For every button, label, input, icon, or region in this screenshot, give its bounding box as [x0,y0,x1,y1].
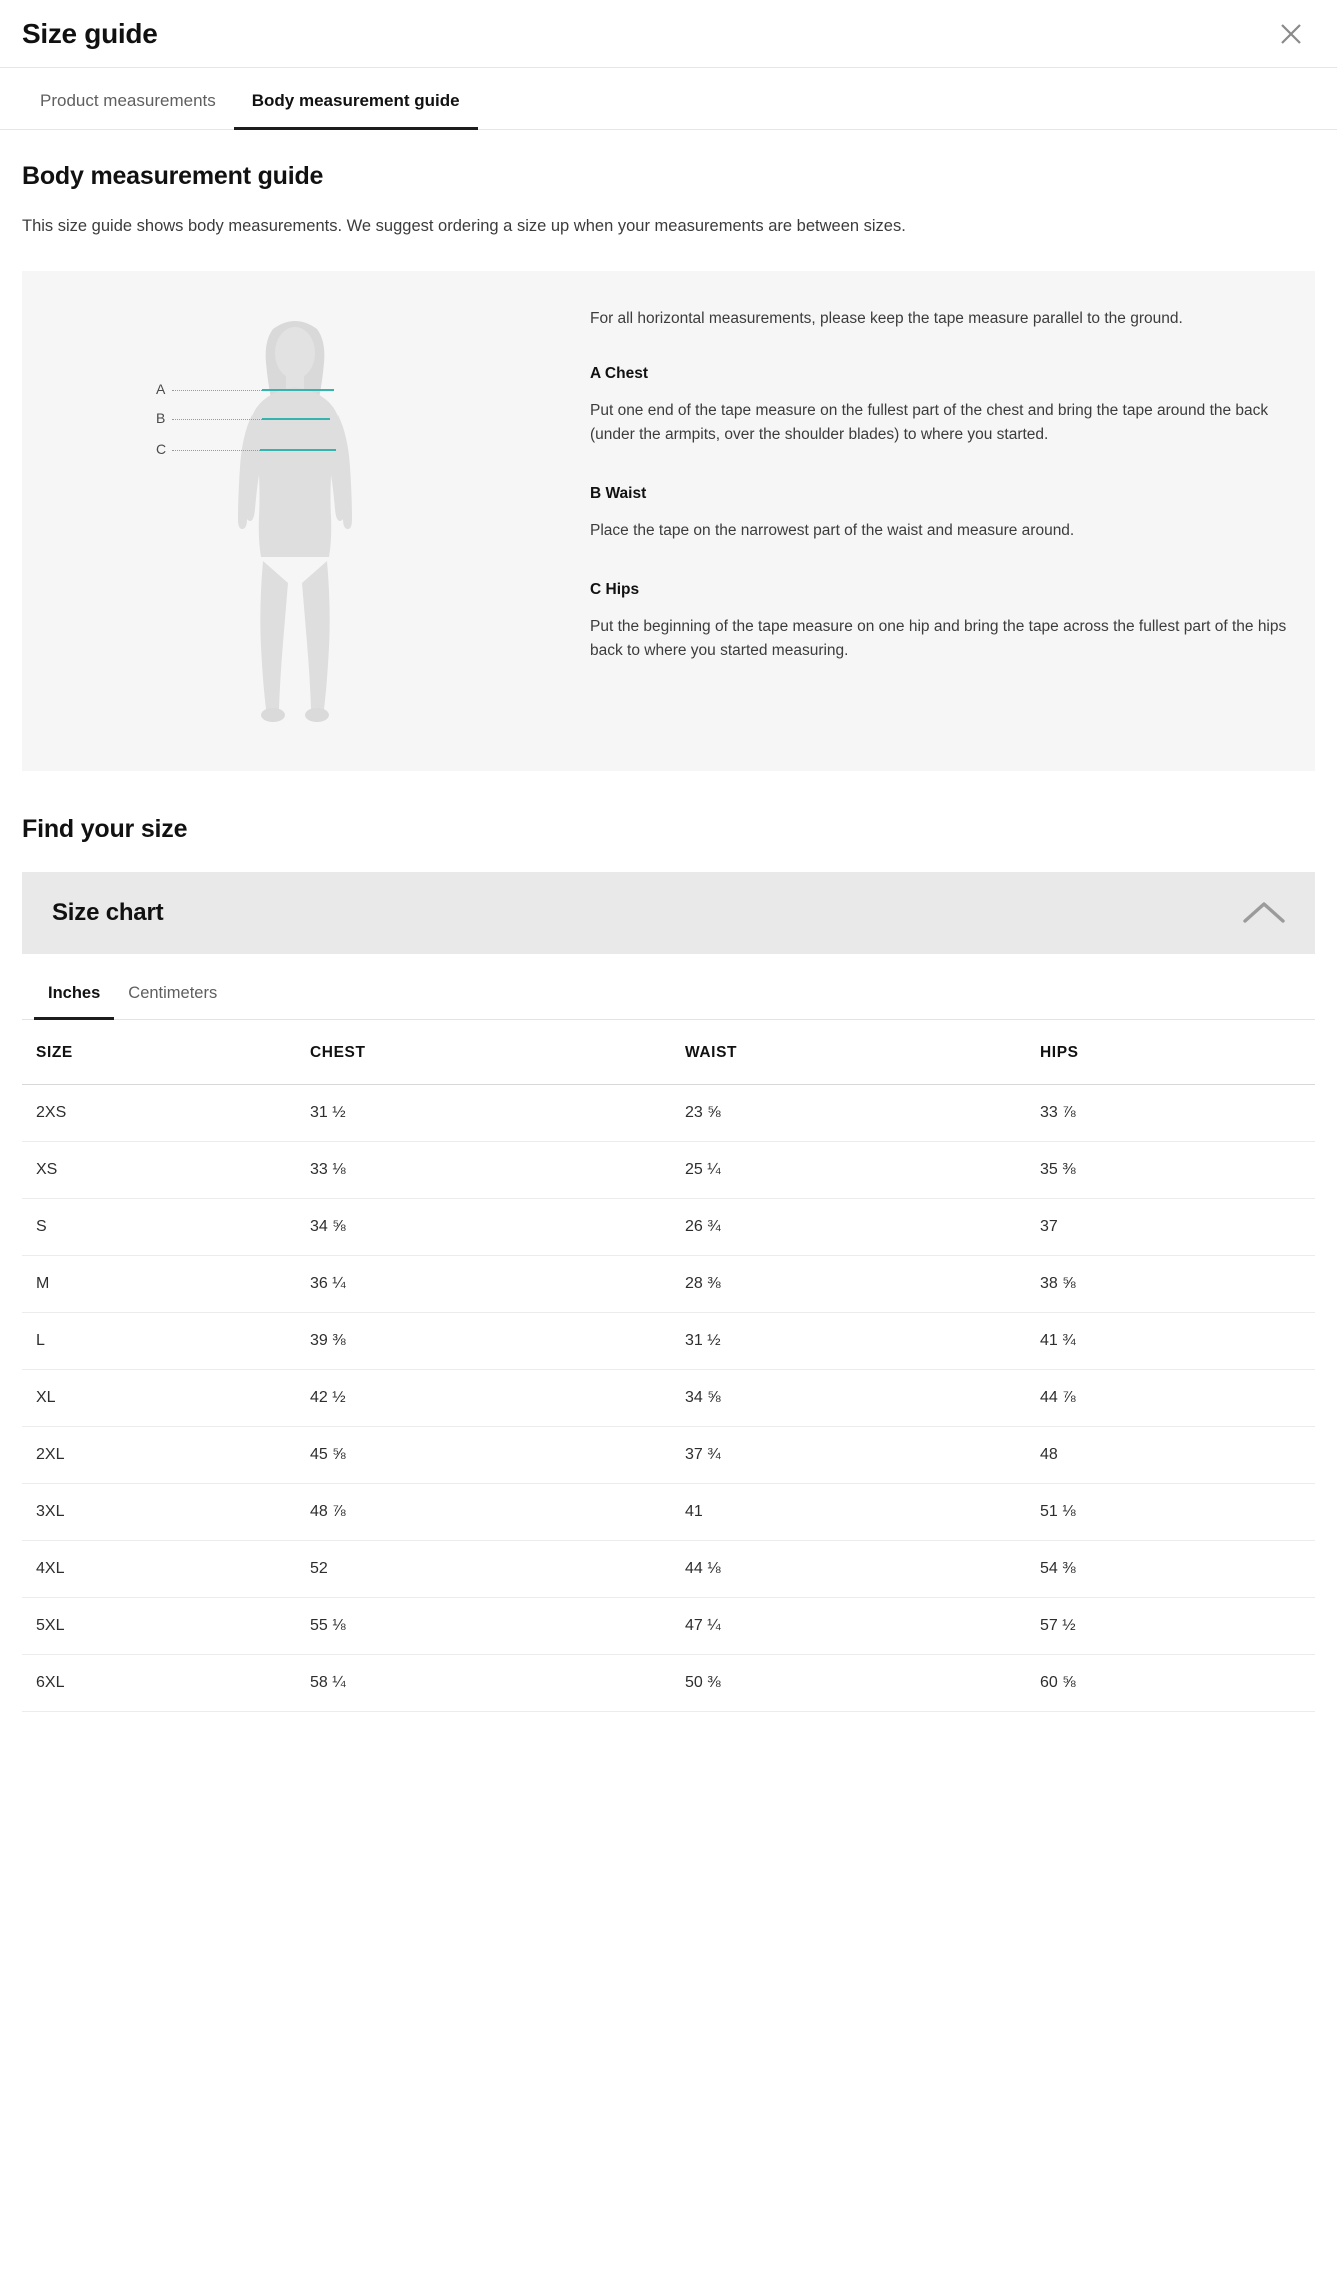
cell-measurement: 34 ⅝ [685,1369,1040,1426]
guide-item-body: Place the tape on the narrowest part of the waist and measure around. [590,521,1075,539]
cell-size: 5XL [22,1597,310,1654]
cell-size: XL [22,1369,310,1426]
section-description: This size guide shows body measurements. We suggest ordering a size up when your measurements are between sizes. [22,217,906,235]
table-row [22,1198,1315,1255]
cell-measurement: 41 ¾ [1040,1312,1315,1369]
cell-measurement: 39 ⅜ [310,1312,685,1369]
cell-size: M [22,1255,310,1312]
cell-measurement: 60 ⅝ [1040,1654,1315,1711]
figure-leader-a [172,390,264,391]
guide-intro-text: For all horizontal measurements, please keep the tape measure parallel to the ground. [590,309,1183,327]
cell-measurement: 48 ⅞ [310,1483,685,1540]
modal-header [0,0,1337,68]
cell-measurement: 45 ⅝ [310,1426,685,1483]
guide-item-heading: C Hips [590,580,640,598]
cell-measurement: 35 ⅜ [1040,1141,1315,1198]
cell-measurement: 42 ½ [310,1369,685,1426]
cell-measurement: 57 ½ [1040,1597,1315,1654]
table-row [22,1540,1315,1597]
guide-item-chest [590,365,1287,447]
unit-tabs [22,954,1315,1020]
column-header-chest: CHEST [310,1020,685,1085]
cell-size: L [22,1312,310,1369]
guide-item-hips [590,581,1287,663]
cell-measurement: 44 ⅞ [1040,1369,1315,1426]
guide-item-heading: A Chest [590,364,648,382]
cell-measurement: 38 ⅝ [1040,1255,1315,1312]
measurement-guide-panel [22,271,1315,771]
cell-measurement: 26 ¾ [685,1198,1040,1255]
size-chart-table [22,1020,1315,1712]
column-header-waist: WAIST [685,1020,1040,1085]
cell-measurement: 47 ¼ [685,1597,1040,1654]
cell-measurement: 41 [685,1483,1040,1540]
table-header-row [22,1020,1315,1085]
cell-measurement: 55 ⅛ [310,1597,685,1654]
cell-measurement: 31 ½ [685,1312,1040,1369]
tab-body-measurement-guide[interactable]: Body measurement guide [234,91,478,130]
cell-measurement: 25 ¼ [685,1141,1040,1198]
figure-label-b: B [156,409,166,426]
column-header-hips: HIPS [1040,1020,1315,1085]
cell-measurement: 23 ⅝ [685,1084,1040,1141]
cell-measurement: 31 ½ [310,1084,685,1141]
cell-size: 6XL [22,1654,310,1711]
size-chart-body [22,1084,1315,1711]
figure-leader-c [172,450,262,451]
table-row [22,1597,1315,1654]
cell-size: XS [22,1141,310,1198]
page-title: Size guide [22,17,158,49]
tab-centimeters[interactable]: Centimeters [128,983,218,1002]
waist-measure-line [262,418,330,420]
table-row [22,1084,1315,1141]
cell-measurement: 58 ¼ [310,1654,685,1711]
column-header-size: SIZE [22,1020,310,1085]
size-chart-title: Size chart [52,898,164,926]
cell-measurement: 50 ⅜ [685,1654,1040,1711]
figure-column [50,307,580,731]
guide-item-waist [590,485,1287,543]
figure-label-a: A [156,380,166,397]
tab-product-measurements[interactable]: Product measurements [40,91,216,110]
table-row [22,1426,1315,1483]
section-title: Body measurement guide [22,162,324,190]
cell-measurement: 36 ¼ [310,1255,685,1312]
cell-size: S [22,1198,310,1255]
cell-measurement: 51 ⅛ [1040,1483,1315,1540]
guide-item-body: Put the beginning of the tape measure on one hip and bring the tape across the fullest part of the hips back to where you started measuring. [590,617,1287,659]
table-row [22,1654,1315,1711]
cell-measurement: 37 [1040,1198,1315,1255]
table-row [22,1312,1315,1369]
cell-measurement: 37 ¾ [685,1426,1040,1483]
tab-inches[interactable]: Inches [34,984,114,1020]
cell-size: 2XS [22,1084,310,1141]
guide-content [0,162,1337,1712]
measurement-instructions [580,307,1287,731]
cell-measurement: 34 ⅝ [310,1198,685,1255]
hips-measure-line [260,449,336,451]
chest-measure-line [262,389,334,391]
body-figure [156,311,410,731]
table-row [22,1483,1315,1540]
cell-size: 2XL [22,1426,310,1483]
guide-tabs [0,68,1337,130]
cell-measurement: 33 ⅛ [310,1141,685,1198]
chevron-up-icon[interactable] [1241,898,1287,928]
close-button[interactable] [1271,14,1311,54]
cell-size: 4XL [22,1540,310,1597]
table-row [22,1255,1315,1312]
find-your-size-title: Find your size [22,814,188,843]
cell-measurement: 54 ⅜ [1040,1540,1315,1597]
cell-measurement: 44 ⅛ [685,1540,1040,1597]
cell-measurement: 33 ⅞ [1040,1084,1315,1141]
cell-measurement: 48 [1040,1426,1315,1483]
close-icon [1277,20,1305,48]
figure-label-c: C [156,440,167,457]
table-row [22,1141,1315,1198]
guide-item-heading: B Waist [590,484,647,502]
cell-measurement: 28 ⅜ [685,1255,1040,1312]
guide-item-body: Put one end of the tape measure on the fullest part of the chest and bring the tape around the back (under the armpits, over the shoulder blades) to where you started. [590,401,1269,443]
table-row [22,1369,1315,1426]
size-chart-toggle[interactable] [22,872,1315,954]
figure-leader-b [172,419,264,420]
cell-measurement: 52 [310,1540,685,1597]
cell-size: 3XL [22,1483,310,1540]
